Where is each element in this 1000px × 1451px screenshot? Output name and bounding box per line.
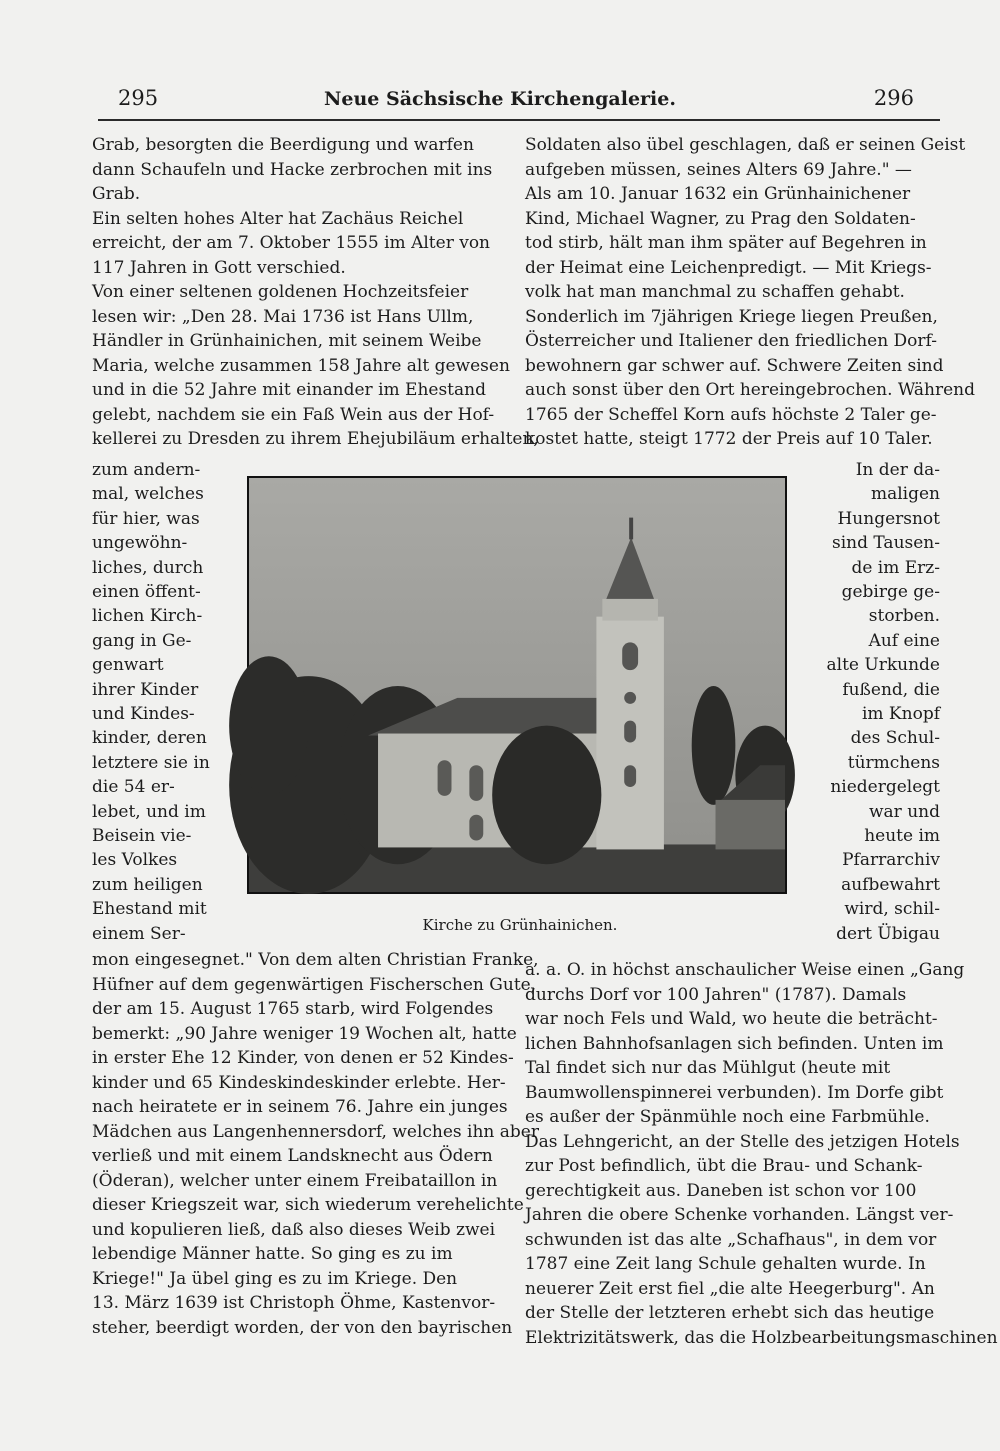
left-column-line: (Öderan), welcher unter einem Freibataillon in [92,1170,498,1191]
left-column-line: Maria, welche zusammen 158 Jahre alt gewesen [92,355,510,376]
right-column-line: war noch Fels und Wald, wo heute die beträcht- [525,1009,938,1029]
left-column-line: der am 15. August 1765 starb, wird Folgendes [92,999,494,1019]
outbuilding [716,800,785,850]
right-wrap-line: türmchens [847,752,940,773]
page-number-left: 295 [118,86,159,110]
right-column-line: es außer der Spänmühle noch eine Farbmühle. [525,1107,930,1127]
left-column-line: mon eingesegnet." Von dem alten Christian Franke, [92,950,539,970]
left-wrap-line: für hier, was [92,508,200,529]
left-column-line: lebendige Männer hatte. So ging es zu im [92,1244,453,1264]
right-column-line: zur Post befindlich, übt die Brau- und Schank- [525,1156,923,1176]
left-column-line: Grab. [92,184,141,204]
left-column-line: 117 Jahren in Gott verschied. [92,257,346,278]
left-column-line: in erster Ehe 12 Kinder, von denen er 52 Kindes- [92,1048,514,1068]
left-column-line: und in die 52 Jahre mit einander im Ehestand [92,380,486,400]
figure-caption: Kirche zu Grünhainichen. [422,916,618,934]
right-column-line: durchs Dorf vor 100 Jahren" (1787). Damals [525,984,907,1005]
right-wrap-line: storben. [868,606,940,627]
right-wrap-line: aufbewahrt [841,874,940,895]
right-wrap-line: fußend, die [842,679,940,700]
left-wrap-line: lichen Kirch- [92,606,203,627]
right-column-line: auch sonst über den Ort hereingebrochen. Während [525,380,975,400]
right-wrap-line: Pfarrarchiv [842,850,940,871]
left-column-line: bemerkt: „90 Jahre weniger 19 Wochen alt, hatte [92,1023,517,1044]
left-column-line: kinder und 65 Kindeskindeskinder erlebte. Her- [92,1072,506,1093]
running-title: Neue Sächsische Kirchengalerie. [324,88,676,110]
left-wrap-line: die 54 er- [92,777,175,798]
left-column-line: Mädchen aus Langenhennersdorf, welches ihn aber [92,1121,539,1142]
left-column-line: gelebt, nachdem sie ein Faß Wein aus der Hof- [92,404,495,425]
right-column-line: gerechtigkeit aus. Daneben ist schon vor 100 [525,1180,917,1201]
right-column-line: a. a. O. in höchst anschaulicher Weise einen „Gang [525,960,965,980]
right-column-line: Tal findet sich nur das Mühlgut (heute mit [525,1058,891,1078]
right-column-line: Kind, Michael Wagner, zu Prag den Soldaten- [525,208,916,229]
left-wrap-line: letztere sie in [92,752,210,773]
right-column-line: aufgeben müssen, seines Alters 69 Jahre." — [525,159,912,180]
right-column-line: neuerer Zeit erst fiel „die alte Heegerburg". An [525,1278,935,1299]
left-column-line: dieser Kriegszeit war, sich wiederum verehelichte [92,1195,524,1215]
right-wrap-line: Hungersnot [837,508,940,529]
left-wrap-line: einem Ser- [92,923,186,944]
right-wrap-line: heute im [864,826,940,846]
right-column-line: 1765 der Scheffel Korn aufs höchste 2 Taler ge- [525,404,937,425]
right-column-line: Als am 10. Januar 1632 ein Grünhainichener [525,184,911,204]
left-column-line: und kopulieren ließ, daß also dieses Weib zwei [92,1219,496,1240]
right-wrap-line: gebirge ge- [841,582,940,602]
right-column-line: Baumwollenspinnerei verbunden). Im Dorfe gibt [525,1082,944,1103]
right-column-line: schwunden ist das alte „Schafhaus", in dem vor [525,1229,937,1250]
right-wrap-line: maligen [870,484,940,505]
right-column-line: kostet hatte, steigt 1772 der Preis auf 10 Taler. [525,429,933,449]
header-rule [98,119,940,121]
left-column-line: Hüfner auf dem gegenwärtigen Fischerschen Gute, [92,974,537,995]
right-column-line: bewohnern gar schwer auf. Schwere Zeiten sind [525,355,944,376]
left-wrap-line: zum heiligen [92,874,203,895]
left-wrap-line: gang in Ge- [92,630,192,651]
church-photograph [247,476,787,894]
right-column-line: Das Lehngericht, an der Stelle des jetzigen Hotels [525,1131,960,1152]
left-wrap-line: einen öffent- [92,582,201,602]
right-wrap-line: alte Urkunde [826,655,940,676]
left-wrap-line: kinder, deren [92,728,207,749]
church-illustration [249,478,785,892]
left-column-line: steher, beerdigt worden, der von den bayrischen [92,1317,513,1338]
right-column-line: Österreicher und Italiener den friedlichen Dorf- [525,331,937,351]
left-wrap-line: genwart [92,655,164,676]
left-column-line: Von einer seltenen goldenen Hochzeitsfeier [92,282,469,302]
right-wrap-line: sind Tausen- [832,533,940,554]
left-wrap-line: und Kindes- [92,704,195,724]
tower-upper [602,599,658,621]
right-column-line: 1787 eine Zeit lang Schule gehalten wurde. In [525,1254,926,1274]
left-wrap-line: zum andern- [92,460,201,480]
left-column-line: Händler in Grünhainichen, mit seinem Weibe [92,331,482,351]
right-column-line: tod stirb, hält man ihm später auf Begehren in [525,233,927,253]
left-column-line: kellerei zu Dresden zu ihrem Ehejubiläum erhalten, [92,429,539,449]
right-wrap-line: niedergelegt [830,777,940,798]
right-wrap-line: wird, schil- [844,899,940,920]
right-wrap-line: de im Erz- [851,557,940,578]
right-wrap-line: Auf eine [868,630,940,651]
page-number-right: 296 [873,86,914,110]
left-wrap-line: mal, welches [92,484,204,505]
right-column-line: Soldaten also übel geschlagen, daß er seinen Geist [525,135,966,155]
right-column-line: Jahren die obere Schenke vorhanden. Längst ver- [525,1205,954,1225]
left-column-line: erreicht, der am 7. Oktober 1555 im Alter von [92,233,491,253]
left-wrap-line: ungewöhn- [92,533,188,554]
right-wrap-line: des Schul- [850,728,940,749]
left-wrap-line: liches, durch [92,557,204,578]
left-column-line: lesen wir: „Den 28. Mai 1736 ist Hans Ullm, [92,306,474,327]
left-wrap-line: ihrer Kinder [92,679,199,700]
left-column-line: 13. März 1639 ist Christoph Öhme, Kastenvor- [92,1293,496,1313]
right-wrap-line: dert Übigau [836,923,940,944]
right-column-line: Elektrizitätswerk, das die Holzbearbeitungsmaschinen [525,1327,998,1348]
right-wrap-line: war und [869,801,940,822]
right-column-line: der Heimat eine Leichenpredigt. — Mit Kriegs- [525,257,932,278]
left-wrap-line: Ehestand mit [92,899,207,920]
left-wrap-line: Beisein vie- [92,826,192,846]
left-wrap-line: lebet, und im [92,801,206,822]
left-column-line: dann Schaufeln und Hacke zerbrochen mit ins [92,159,493,180]
right-column-line: lichen Bahnhofsanlagen sich befinden. Unten im [525,1033,944,1054]
right-wrap-line: im Knopf [861,704,940,724]
left-wrap-line: les Volkes [92,850,178,871]
right-column-line: Sonderlich im 7jährigen Kriege liegen Preußen, [525,306,938,327]
right-column-line: der Stelle der letzteren erhebt sich das heutige [525,1303,935,1323]
left-column-line: nach heiratete er in seinem 76. Jahre ein junges [92,1097,508,1117]
spire-tip [629,518,633,540]
left-column-line: Kriege!" Ja übel ging es zu im Kriege. Den [92,1268,458,1289]
left-column-line: Ein selten hohes Alter hat Zachäus Reichel [92,208,464,229]
left-column-line: Grab, besorgten die Beerdigung und warfen [92,135,474,155]
left-column-line: verließ und mit einem Landsknecht aus Ödern [92,1146,493,1166]
right-column-line: volk hat man manchmal zu schaffen gehabt. [525,282,905,302]
right-wrap-line: In der da- [855,460,940,480]
